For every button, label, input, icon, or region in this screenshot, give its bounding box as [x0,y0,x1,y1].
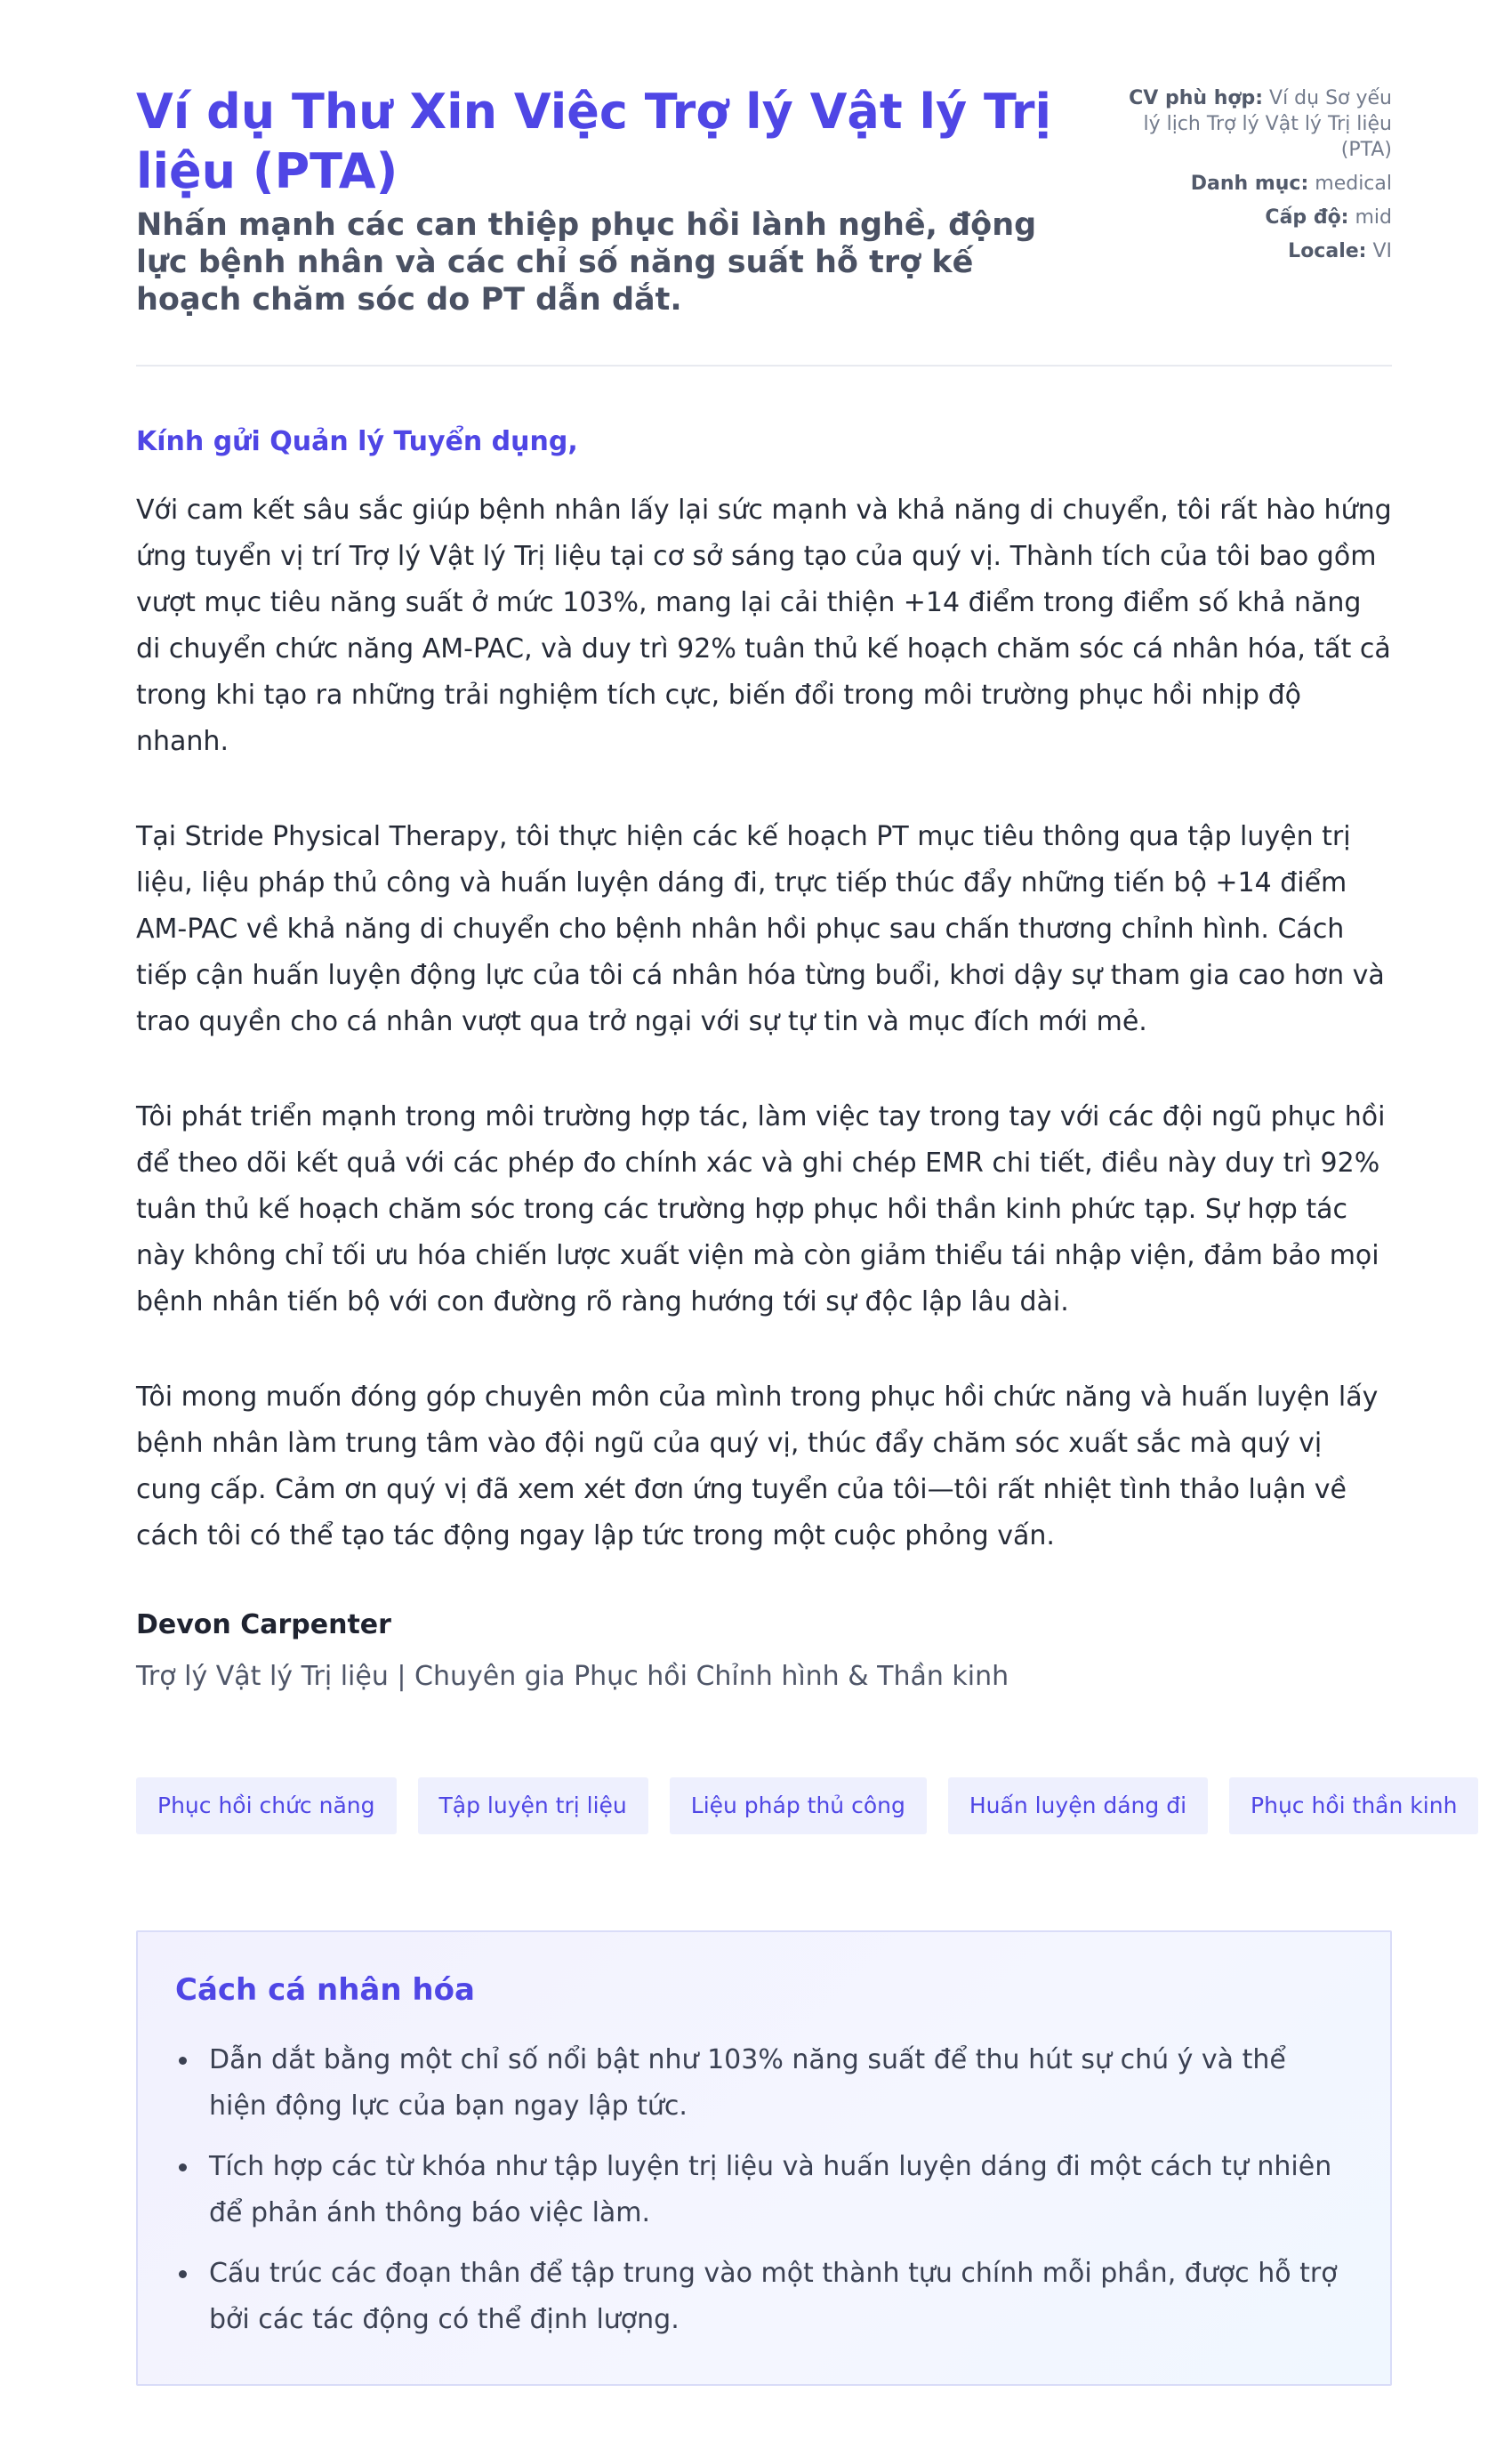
meta-matching-cv [1116,85,1392,163]
keyword-tag: Liệu pháp thủ công [670,1777,927,1834]
signature-name: Devon Carpenter [136,1609,391,1640]
meta-locale [1116,238,1392,264]
page-title: Ví dụ Thư Xin Việc Trợ lý Vật lý Trị liệu (PTA) [136,84,1052,199]
page-header [136,82,1392,367]
meta-label: Danh mục: [1190,173,1309,195]
keyword-tag: Tập luyện trị liệu [418,1777,648,1834]
meta-label: CV phù hợp: [1129,87,1264,109]
meta-label: Locale: [1288,240,1367,262]
letter-paragraph: Tôi phát triển mạnh trong môi trường hợp tác, làm việc tay trong tay với các đội ngũ phục hồi để theo dõi kết quả với các phép đo chính xác và ghi chép EMR chi tiết, điều này duy trì 92% tuân thủ kế hoạch chăm sóc trong các trường hợp phục hồi thần kinh phức tạp. Sự hợp tác này không chỉ tối ưu hóa chiến lược xuất viện mà còn giảm thiểu tái nhập viện, đảm bảo mọi bệnh nhân tiến bộ với con đường rõ ràng hướng tới sự độc lập lâu dài. [136,1101,1386,1317]
bullet-icon [179,2163,187,2171]
keyword-tag: Huấn luyện dáng đi [948,1777,1208,1834]
meta-category [1116,171,1392,197]
meta-value: VI [1372,240,1392,262]
tip-text: Dẫn dắt bằng một chỉ số nổi bật như 103% năng suất để thu hút sự chú ý và thể hiện động lực của bạn ngay lập tức. [209,2044,1286,2122]
signature-block [136,1607,1392,1696]
meta-value: medical [1315,173,1392,195]
letter-paragraph: Tại Stride Physical Therapy, tôi thực hiện các kế hoạch PT mục tiêu thông qua tập luyện trị liệu, liệu pháp thủ công và huấn luyện dáng đi, trực tiếp thúc đẩy những tiến bộ +14 điểm AM-PAC về khả năng di chuyển cho bệnh nhân hồi phục sau chấn thương chỉnh hình. Cách tiếp cận huấn luyện động lực của tôi cá nhân hóa từng buổi, khơi dậy sự tham gia cao hơn và trao quyền cho cá nhân vượt qua trở ngại với sự tự tin và mục đích mới mẻ. [136,821,1385,1037]
bullet-icon [179,2057,187,2065]
letter-paragraph: Với cam kết sâu sắc giúp bệnh nhân lấy lại sức mạnh và khả năng di chuyển, tôi rất hào hứng ứng tuyển vị trí Trợ lý Vật lý Trị liệu tại cơ sở sáng tạo của quý vị. Thành tích của tôi bao gồm vượt mục tiêu năng suất ở mức 103%, mang lại cải thiện +14 điểm trong điểm số khả năng di chuyển chức năng AM-PAC, và duy trì 92% tuân thủ kế hoạch chăm sóc cá nhân hóa, tất cả trong khi tạo ra những trải nghiệm tích cực, biến đổi trong môi trường phục hồi nhịp độ nhanh. [136,495,1392,757]
meta-value: mid [1355,206,1392,229]
meta-value: Ví dụ Sơ yếu lý lịch Trợ lý Vật lý Trị liệu (PTA) [1143,87,1392,161]
tip-item [175,2251,1349,2343]
tip-text: Cấu trúc các đoạn thân để tập trung vào một thành tựu chính mỗi phần, được hỗ trợ bởi các tác động có thể định lượng. [209,2258,1338,2335]
signature-title: Trợ lý Vật lý Trị liệu | Chuyên gia Phục hồi Chỉnh hình & Thần kinh [136,1661,1009,1692]
keyword-tag: Phục hồi thần kinh [1229,1777,1478,1834]
meta-label: Cấp độ: [1265,206,1349,229]
page-subtitle: Nhấn mạnh các can thiệp phục hồi lành nghề, động lực bệnh nhân và các chỉ số năng suất hỗ trợ kế hoạch chăm sóc do PT dẫn dắt. [136,207,1037,318]
letter-body [136,423,1392,1608]
tip-text: Tích hợp các từ khóa như tập luyện trị liệu và huấn luyện dáng đi một cách tự nhiên để phản ánh thông báo việc làm. [209,2151,1332,2228]
tip-item [175,2144,1349,2236]
letter-paragraph: Tôi mong muốn đóng góp chuyên môn của mình trong phục hồi chức năng và huấn luyện lấy bệnh nhân làm trung tâm vào đội ngũ của quý vị, thúc đẩy chăm sóc xuất sắc mà quý vị cung cấp. Cảm ơn quý vị đã xem xét đơn ứng tuyển của tôi—tôi rất nhiệt tình thảo luận về cách tôi có thể tạo tác động ngay lập tức trong một cuộc phỏng vấn. [136,1382,1379,1551]
tip-item [175,2037,1349,2130]
tips-list [175,2037,1349,2357]
bullet-icon [179,2270,187,2278]
keyword-tags [136,1777,1458,1834]
meta-panel [1116,85,1392,272]
salutation: Kính gửi Quản lý Tuyển dụng, [136,426,578,457]
meta-level [1116,205,1392,230]
personalization-tips [136,1930,1392,2386]
tips-title: Cách cá nhân hóa [175,1972,475,2008]
keyword-tag: Phục hồi chức năng [136,1777,397,1834]
